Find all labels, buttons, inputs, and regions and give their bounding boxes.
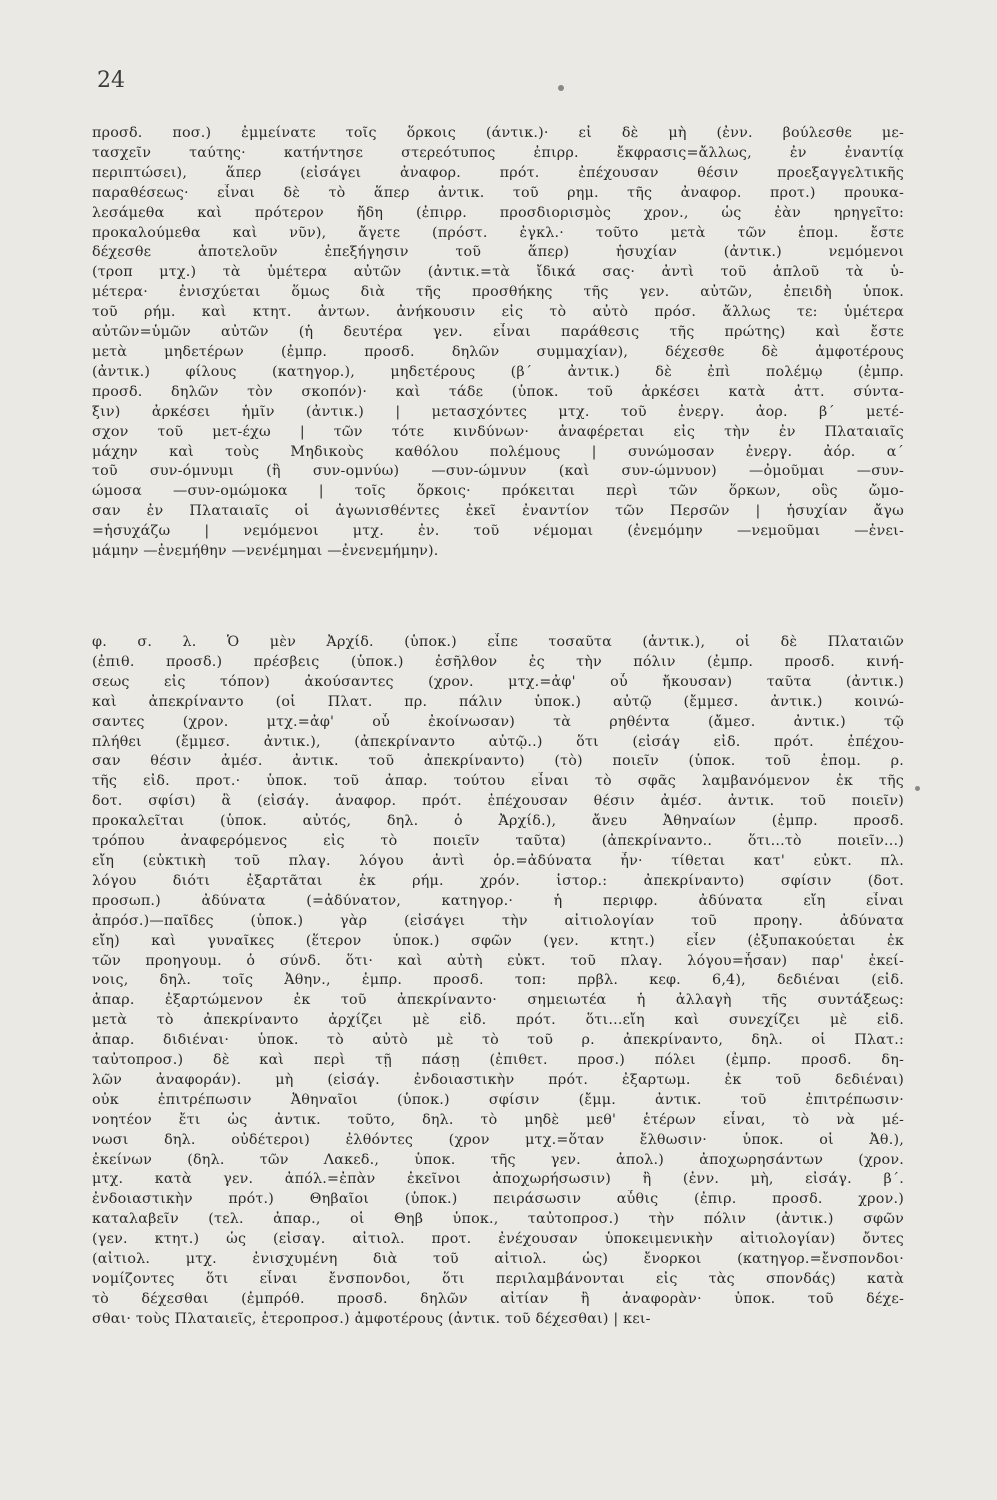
text-line: λόγου διότι ἐξαρτᾶται ἐκ ρήμ. χρόν. ἱστορ.: ἀπεκρίναντο) σφίσιν (δοτ. bbox=[92, 872, 904, 889]
text-line: μέτερα· ἐνισχύεται ὅμως διὰ τῆς προσθήκης τῆς γεν. αὐτῶν, ἐπειδὴ ὑποκ. bbox=[92, 284, 904, 301]
text-line: λεσάμεθα καὶ πρότερον ἤδη (ἐπιρρ. προσδιορισμὸς χρον., ὡς ἐὰν ηρηγεῖτο: bbox=[92, 204, 904, 221]
text-line: νοητέον ἔτι ὡς ἀντικ. τοῦτο, δηλ. τὸ μηδὲ μεθ' ἑτέρων εἶναι, τὸ νὰ μέ- bbox=[92, 1111, 904, 1128]
text-line: μτχ. κατὰ γεν. ἀπόλ.=ἐπὰν ἐκεῖνοι ἀποχωρήσωσιν) ἢ (ἐνν. μὴ, εἰσάγ. β΄. bbox=[92, 1171, 904, 1188]
text-line: σαντες (χρον. μτχ.=ἀφ' οὗ ἐκοίνωσαν) τὰ ρηθέντα (ἄμεσ. ἀντικ.) τῷ bbox=[92, 713, 904, 730]
text-line: τρόπου ἀναφερόμενος εἰς τὸ ποιεῖν ταῦτα) (ἀπεκρίναντο.. ὅτι...τὸ ποιεῖν...) bbox=[92, 833, 904, 850]
text-line: προκαλεῖται (ὑποκ. αὐτός, δηλ. ὁ Ἀρχίδ.), ἄνευ Ἀθηναίων (ἐμπρ. προσδ. bbox=[92, 813, 904, 830]
page-number: 24 bbox=[97, 68, 125, 93]
text-line: εἴη) καὶ γυναῖκες (ἕτερον ὑποκ.) σφῶν (γεν. κτητ.) εἶεν (ἐξυπακούεται ἐκ bbox=[92, 932, 904, 949]
text-line: πλήθει (ἔμμεσ. ἀντικ.), (ἀπεκρίναντο αὐτῷ..) ὅτι (εἰσάγ εἰδ. πρότ. ἐπέχου- bbox=[92, 733, 904, 750]
text-line: καὶ ἀπεκρίναντο (οἱ Πλατ. πρ. πάλιν ὑποκ.) αὐτῷ (ἔμμεσ. ἀντικ.) κοινώ- bbox=[92, 693, 904, 710]
text-line: ταὐτοπροσ.) δὲ καὶ περὶ τῇ πάσῃ (ἐπιθετ. προσ.) πόλει (ἐμπρ. προσδ. δη- bbox=[92, 1052, 904, 1069]
commentary-paragraph-2 bbox=[92, 633, 904, 1330]
text-line: παραθέσεως· εἶναι δὲ τὸ ἅπερ ἀντικ. τοῦ ρημ. τῆς ἀναφορ. προτ.) προυκα- bbox=[92, 184, 904, 201]
text-line: τοῦ ρήμ. καὶ κτητ. ἀντων. ἀνήκουσιν εἰς τὸ αὐτὸ πρόσ. ἄλλως τε: ὑμέτερα bbox=[92, 304, 904, 321]
text-line: τασχεῖν ταύτης· κατήντησε στερεότυπος ἐπιρρ. ἔκφρασις=ἄλλως, ἐν ἐναντίᾳ bbox=[92, 144, 904, 161]
text-line: ἀπαρ. διδιέναι· ὑποκ. τὸ αὐτὸ μὲ τὸ τοῦ ρ. ἀπεκρίναντο, δηλ. οἱ Πλατ.: bbox=[92, 1032, 904, 1049]
text-line: σχον τοῦ μετ-έχω | τῶν τότε κινδύνων· ἀναφέρεται εἰς τὴν ἐν Πλαταιαῖς bbox=[92, 423, 904, 440]
text-line: σαν ἐν Πλαταιαῖς οἱ ἀγωνισθέντες ἐκεῖ ἐναντίον τῶν Περσῶν | ἡσυχίαν ἄγω bbox=[92, 503, 904, 520]
text-line: τῶν προηγουμ. ὁ σύνδ. ὅτι· καὶ αὐτὴ εὐκτ. τοῦ πλαγ. λόγου=ἦσαν) παρ' ἐκεί- bbox=[92, 952, 904, 969]
text-line: σθαι· τοὺς Πλαταιεῖς, ἑτεροπροσ.) ἀμφοτέρους (ἀντικ. τοῦ δέχεσθαι) | κει- bbox=[92, 1310, 651, 1327]
text-line: νομίζοντες ὅτι εἶναι ἔνσπονδοι, ὅτι περιλαμβάνονται εἰς τὰς σπονδάς) κατὰ bbox=[92, 1271, 904, 1287]
text-line: μετὰ τὸ ἀπεκρίναντο ἀρχίζει μὲ εἰδ. πρότ. ὅτι...εἴη καὶ συνεχίζει μὲ εἰδ. bbox=[92, 1012, 904, 1029]
text-line: προκαλούμεθα καὶ νῦν), ἄγετε (πρόστ. ἐγκλ.· τοῦτο μετὰ τῶν ἑπομ. ἔστε bbox=[92, 224, 904, 241]
text-line: προσδ. δηλῶν τὸν σκοπόν)· καὶ τάδε (ὑποκ. τοῦ ἀρκέσει κατὰ ἀττ. σύντα- bbox=[92, 383, 904, 400]
text-line: αὐτῶν=ὑμῶν αὐτῶν (ἡ δευτέρα γεν. εἶναι παράθεσις τῆς πρώτης) καὶ ἔστε bbox=[92, 324, 904, 341]
text-line: (τροπ μτχ.) τὰ ὑμέτερα αὐτῶν (ἀντικ.=τὰ ἴδικά σας· ἀντὶ τοῦ ἁπλοῦ τὰ ὑ- bbox=[92, 264, 904, 281]
text-line: προσδ. ποσ.) ἐμμείνατε τοῖς ὅρκοις (άντικ.)· εἰ δὲ μὴ (ἐνν. βούλεσθε με- bbox=[92, 125, 904, 141]
scan-speck bbox=[558, 85, 564, 91]
text-line: (ἐπιθ. προσδ.) πρέσβεις (ὑποκ.) ἐσῆλθον ἐς τὴν πόλιν (ἐμπρ. προσδ. κινή- bbox=[92, 653, 904, 670]
text-line: λῶν ἀναφοράν). μὴ (εἰσάγ. ἐνδοιαστικὴν πρότ. ἐξαρτωμ. ἐκ τοῦ δεδιέναι) bbox=[92, 1071, 904, 1088]
text-line: μάμην —ἐνεμήθην —νενέμημαι —ἐνενεμήμην). bbox=[92, 543, 439, 560]
text-line: οὐκ ἐπιτρέπωσιν Ἀθηναῖοι (ὑποκ.) σφίσιν (ἔμμ. ἀντικ. τοῦ ἐπιτρέπωσιν· bbox=[92, 1091, 904, 1108]
text-line: ώμοσα —συν-ομώμοκα | τοῖς ὅρκοις· πρόκειται περὶ τῶν ὅρκων, οὓς ὤμο- bbox=[92, 483, 904, 500]
text-line: ξιν) ἀρκέσει ἡμῖν (ἀντικ.) | μετασχόντες μτχ. τοῦ ἐνεργ. ἀορ. β΄ μετέ- bbox=[92, 403, 904, 420]
text-line: (γεν. κτητ.) ὡς (εἰσαγ. αἰτιολ. προτ. ἐνέχουσαν ὑποκειμενικὴν αἰτιολογίαν) ὄντες bbox=[92, 1231, 904, 1248]
text-line: περιπτώσει), ἅπερ (εἰσάγει ἀναφορ. πρότ. ἐπέχουσαν θέσιν προεξαγγελτικῆς bbox=[92, 164, 904, 181]
text-line: =ἡσυχάζω | νεμόμενοι μτχ. ἐν. τοῦ νέμομαι (ἐνεμόμην —νεμοῦμαι —ἐνει- bbox=[92, 523, 904, 540]
text-line: (αἰτιολ. μτχ. ἐνισχυμένη διὰ τοῦ αἰτιολ. ὡς) ἔνορκοι (κατηγορ.=ἔνσπονδοι· bbox=[92, 1251, 904, 1268]
text-line: ἀπρόσ.)—παῖδες (ὑποκ.) γὰρ (εἰσάγει τὴν αἰτιολογίαν τοῦ προηγ. ἀδύνατα bbox=[92, 912, 904, 929]
text-line: νοις, δηλ. τοῖς Ἀθην., ἐμπρ. προσδ. τοπ: πρβλ. κεφ. 6,4), δεδιέναι (εἰδ. bbox=[92, 972, 904, 989]
text-line: σαν θέσιν ἀμέσ. ἀντικ. τοῦ ἀπεκρίναντο) (τὸ) ποιεῖν (ὑποκ. τοῦ ἑπομ. ρ. bbox=[92, 753, 904, 770]
scan-speck bbox=[915, 786, 920, 791]
text-line: τὸ δέχεσθαι (ἐμπρόθ. προσδ. δηλῶν αἰτίαν ἢ ἀναφορὰν· ὑποκ. τοῦ δέχε- bbox=[92, 1290, 904, 1307]
text-line: δοτ. σφίσι) ἃ (εἰσάγ. ἀναφορ. πρότ. ἐπέχουσαν θέσιν ἀμέσ. ἀντικ. τοῦ ποιεῖν) bbox=[92, 793, 904, 810]
text-line: ἐκείνων (δηλ. τῶν Λακεδ., ὑποκ. τῆς γεν. ἀπολ.) ἀποχωρησάντων (χρον. bbox=[92, 1151, 904, 1168]
text-line: φ. σ. λ. Ὁ μὲν Ἀρχίδ. (ὑποκ.) εἶπε τοσαῦτα (ἀντικ.), οἱ δὲ Πλαταιῶν bbox=[92, 634, 904, 650]
text-line: τοῦ συν-όμνυμι (ἢ συν-ομνύω) —συν-ώμνυν (καὶ συν-ώμνυον) —ὀμοῦμαι —συν- bbox=[92, 463, 904, 480]
text-line: τῆς εἰδ. προτ.· ὑποκ. τοῦ ἀπαρ. τούτου εἶναι τὸ σφᾶς λαμβανόμενον ἐκ τῆς bbox=[92, 773, 904, 790]
text-line: εἴη (εὐκτικὴ τοῦ πλαγ. λόγου ἀντὶ ὁρ.=ἀδύνατα ἦν· τίθεται κατ' εὐκτ. πλ. bbox=[92, 852, 904, 869]
commentary-paragraph-1 bbox=[92, 124, 904, 562]
text-line: δέχεσθε ἀποτελοῦν ἐπεξήγησιν τοῦ ἅπερ) ἡσυχίαν (ἀντικ.) νεμόμενοι bbox=[92, 244, 904, 261]
text-line: μετὰ μηδετέρων (ἐμπρ. προσδ. δηλῶν συμμαχίαν), δέχεσθε δὲ ἀμφοτέρους bbox=[92, 343, 904, 360]
text-line: σεως εἰς τόπον) ἀκούσαντες (χρον. μτχ.=ἀφ' οὗ ἤκουσαν) ταῦτα (ἀντικ.) bbox=[92, 673, 904, 690]
text-line: νωσι δηλ. οὐδέτεροι) ἐλθόντες (χρον μτχ.=ὅταν ἔλθωσιν· ὑποκ. οἱ Ἀθ.), bbox=[92, 1131, 904, 1148]
text-line: καταλαβεῖν (τελ. ἀπαρ., οἱ Θηβ ὑποκ., ταὐτοπροσ.) τὴν πόλιν (ἀντικ.) σφῶν bbox=[92, 1211, 904, 1228]
text-line: μάχην καὶ τοὺς Μηδικοὺς καθόλου πολέμους | συνώμοσαν ἐνεργ. ἀόρ. α΄ bbox=[92, 443, 904, 460]
text-line: ἐνδοιαστικὴν πρότ.) Θηβαῖοι (ὑποκ.) πειράσωσιν αὖθις (ἐπιρ. προσδ. χρον.) bbox=[92, 1191, 904, 1208]
text-line: προσωπ.) ἀδύνατα (=ἀδύνατον, κατηγορ.· ἡ περιφρ. ἀδύνατα εἴη εἶναι bbox=[92, 892, 904, 909]
text-line: ἀπαρ. ἐξαρτώμενον ἐκ τοῦ ἀπεκρίναντο· σημειωτέα ἡ ἀλλαγὴ τῆς συντάξεως: bbox=[92, 992, 904, 1009]
text-line: (ἀντικ.) φίλους (κατηγορ.), μηδετέρους (β΄ ἀντικ.) δὲ ἐπὶ πολέμῳ (ἐμπρ. bbox=[92, 363, 904, 380]
